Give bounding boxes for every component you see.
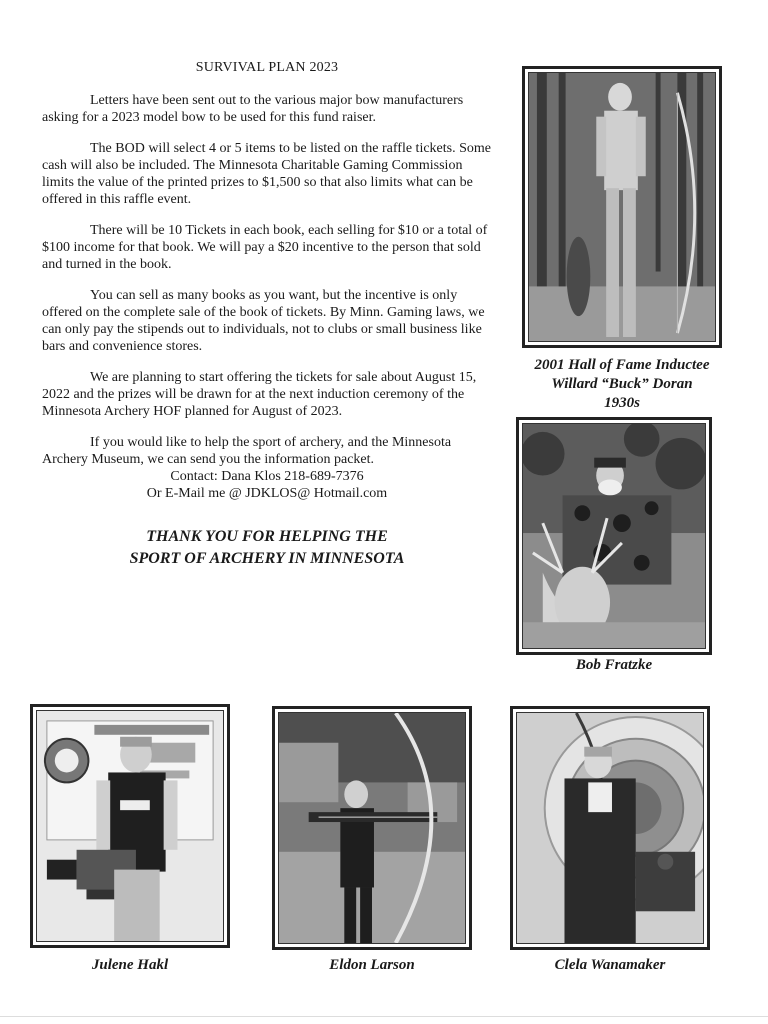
email-line: Or E-Mail me @ JDKLOS@ Hotmail.com [146, 486, 388, 501]
archer-with-trophy-image [37, 711, 223, 941]
photo-buck-doran [522, 66, 722, 348]
thank-you-line-2: SPORT OF ARCHERY IN MINNESOTA [129, 550, 405, 567]
survival-plan-text [42, 60, 492, 570]
paragraph-ticket-books: There will be 10 Tickets in each book, each selling for $10 or a total of $100 income for that book. We will pay a $20 incentive to the person that sold and turned in the book. [42, 223, 488, 272]
hunter-with-deer-image [523, 424, 705, 648]
caption-eldon-larson: Eldon Larson [329, 957, 415, 973]
page-title: SURVIVAL PLAN 2023 [195, 60, 339, 75]
caption-bob-fratzke: Bob Fratzke [575, 657, 653, 673]
page-edge-line [0, 1016, 768, 1017]
caption-doran-line-3: 1930s [604, 395, 640, 411]
archer-drawing-bow-image [279, 713, 465, 943]
caption-clela-wanamaker: Clela Wanamaker [554, 957, 666, 973]
photo-bob-fratzke [516, 417, 712, 655]
thank-you-heading [42, 526, 492, 570]
thank-you-line-1: THANK YOU FOR HELPING THE [146, 528, 388, 545]
contact-line: Contact: Dana Klos 218-689-7376 [170, 469, 364, 484]
paragraph-help: If you would like to help the sport of archery, and the Minnesota Archery Museum, we can send you the information packet. [42, 435, 452, 467]
paragraph-sale-dates: We are planning to start offering the tickets for sale about August 15, 2022 and the prizes will be drawn for at the next induction ceremony of the Minnesota Archery HOF planned for August of 2023. [42, 370, 477, 419]
paragraph-bow-letters: Letters have been sent out to the various major bow manufacturers asking for a 2023 model bow to be used for this fund raiser. [42, 93, 464, 125]
caption-doran-line-2: Willard “Buck” Doran [551, 376, 693, 392]
paragraph-raffle-items: The BOD will select 4 or 5 items to be listed on the raffle tickets. Some cash will also be included. The Minnesota Charitable Gaming Commission limits the value of the printed prizes to $1,500 so that also limits what can be offered in this raffle event. [42, 141, 491, 207]
archer-with-target-image [517, 713, 703, 943]
caption-buck-doran [508, 356, 736, 413]
caption-doran-line-1: 2001 Hall of Fame Inductee [534, 357, 710, 373]
photo-clela-wanamaker [510, 706, 710, 950]
paragraph-incentive: You can sell as many books as you want, but the incentive is only offered on the complete sale of the book of tickets. By Minn. Gaming laws, we can only pay the stipends out to individuals, not to clubs or small business like bars and convenience stores. [42, 288, 485, 354]
caption-julene-hakl: Julene Hakl [91, 957, 169, 973]
forest-archer-image [529, 73, 715, 341]
photo-eldon-larson [272, 706, 472, 950]
photo-julene-hakl [30, 704, 230, 948]
